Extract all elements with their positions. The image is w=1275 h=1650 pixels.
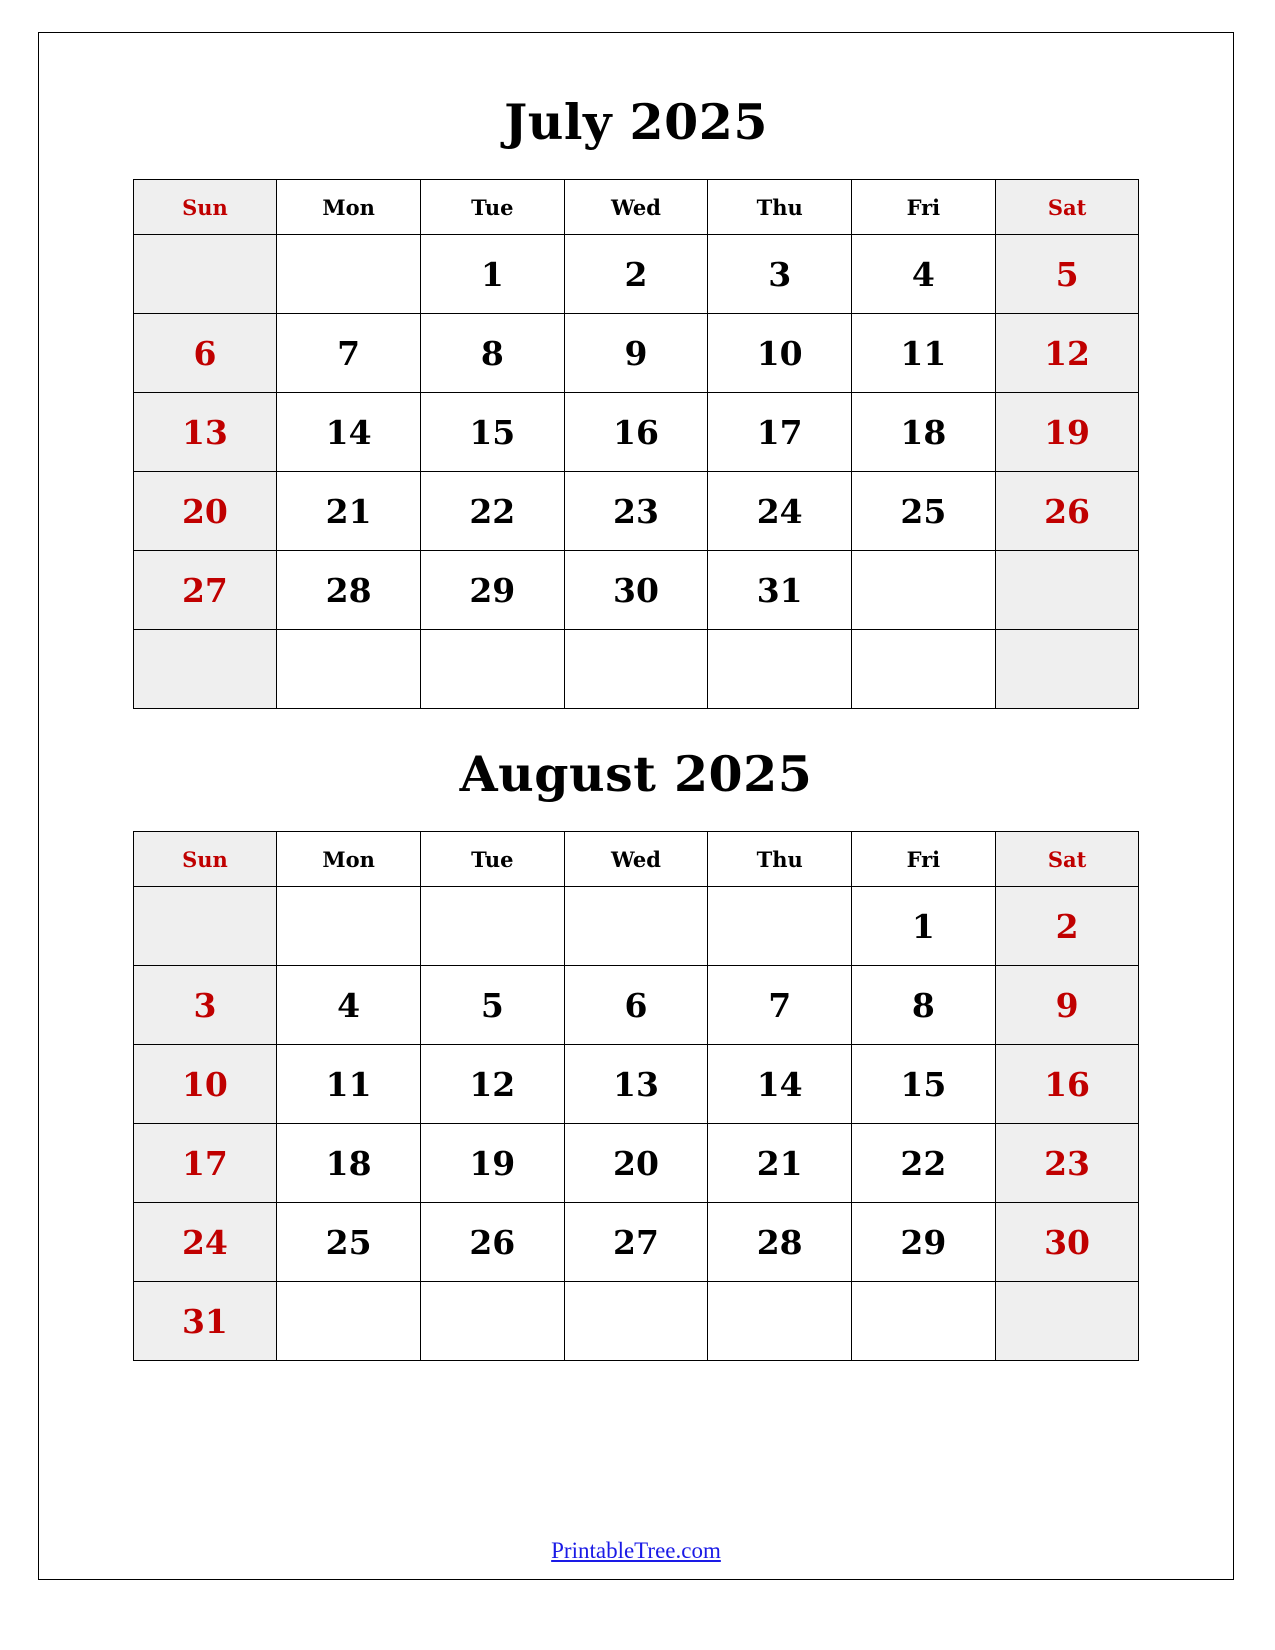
calendar-day-cell: 6 [133,314,277,393]
calendar-day-empty [133,235,277,314]
calendar-table-july [133,179,1140,709]
calendar-day-empty [852,630,996,709]
calendar-day-cell: 19 [995,393,1139,472]
weekday-header-wed: Wed [564,180,708,235]
calendar-page [38,32,1234,1580]
calendar-day-cell: 8 [420,314,564,393]
calendar-day-cell: 20 [564,1124,708,1203]
calendar-day-cell: 1 [852,887,996,966]
calendar-day-cell: 3 [133,966,277,1045]
calendar-day-cell: 30 [564,551,708,630]
calendar-day-cell: 27 [564,1203,708,1282]
calendar-day-empty [852,1282,996,1361]
calendar-day-cell: 28 [708,1203,852,1282]
calendar-day-cell: 7 [277,314,421,393]
weekday-header-sat: Sat [995,832,1139,887]
calendar-day-empty [852,551,996,630]
weekday-header-thu: Thu [708,180,852,235]
calendar-day-empty [277,887,421,966]
calendar-day-cell: 2 [995,887,1139,966]
calendar-day-cell: 2 [564,235,708,314]
page-title-august: August 2025 [459,745,813,803]
calendar-day-empty [564,630,708,709]
calendar-week-row [133,887,1139,966]
calendar-day-cell: 29 [420,551,564,630]
calendar-day-cell: 10 [708,314,852,393]
calendar-day-cell: 3 [708,235,852,314]
calendar-week-row [133,966,1139,1045]
calendar-day-cell: 13 [133,393,277,472]
calendar-day-cell: 4 [277,966,421,1045]
calendar-day-cell: 27 [133,551,277,630]
calendar-day-cell: 26 [995,472,1139,551]
weekday-header-sat: Sat [995,180,1139,235]
calendar-day-cell: 5 [995,235,1139,314]
calendar-day-empty [564,887,708,966]
calendar-week-row [133,1124,1139,1203]
calendar-day-cell: 23 [995,1124,1139,1203]
calendar-day-empty [708,887,852,966]
calendar-week-row [133,1282,1139,1361]
weekday-header-wed: Wed [564,832,708,887]
calendar-body-july [133,235,1139,709]
weekday-header-row [133,832,1139,887]
calendar-day-cell: 9 [564,314,708,393]
calendar-day-empty [277,630,421,709]
month-block-august [39,745,1233,1361]
calendar-day-cell: 11 [277,1045,421,1124]
calendar-day-cell: 25 [852,472,996,551]
calendar-day-cell: 17 [708,393,852,472]
calendar-day-cell: 22 [852,1124,996,1203]
calendar-day-cell: 21 [708,1124,852,1203]
calendar-day-empty [564,1282,708,1361]
calendar-day-cell: 24 [708,472,852,551]
weekday-header-row [133,180,1139,235]
calendar-week-row [133,472,1139,551]
calendar-day-cell: 28 [277,551,421,630]
calendar-week-row [133,235,1139,314]
calendar-week-row [133,393,1139,472]
calendar-day-cell: 8 [852,966,996,1045]
calendar-day-cell: 18 [277,1124,421,1203]
calendar-day-empty [277,1282,421,1361]
printabletree-link[interactable]: PrintableTree.com [551,1538,721,1563]
calendar-day-cell: 29 [852,1203,996,1282]
calendar-day-cell: 10 [133,1045,277,1124]
calendar-day-cell: 21 [277,472,421,551]
calendar-day-cell: 5 [420,966,564,1045]
calendar-day-empty [995,630,1139,709]
weekday-header-tue: Tue [420,832,564,887]
calendar-day-empty [708,630,852,709]
calendar-day-cell: 24 [133,1203,277,1282]
calendar-day-cell: 4 [852,235,996,314]
calendar-day-cell: 25 [277,1203,421,1282]
calendar-week-row [133,1045,1139,1124]
weekday-header-mon: Mon [277,180,421,235]
calendar-day-cell: 23 [564,472,708,551]
calendar-day-cell: 15 [420,393,564,472]
calendar-day-cell: 19 [420,1124,564,1203]
calendar-day-cell: 14 [277,393,421,472]
calendar-day-empty [708,1282,852,1361]
month-block-july [39,93,1233,709]
calendar-day-empty [420,1282,564,1361]
calendar-day-cell: 18 [852,393,996,472]
calendar-day-cell: 1 [420,235,564,314]
calendar-day-cell: 13 [564,1045,708,1124]
calendar-day-cell: 31 [708,551,852,630]
calendar-day-empty [995,551,1139,630]
calendar-day-empty [995,1282,1139,1361]
weekday-header-sun: Sun [133,180,277,235]
weekday-header-fri: Fri [852,180,996,235]
calendar-day-cell: 12 [420,1045,564,1124]
calendar-day-cell: 6 [564,966,708,1045]
calendar-day-cell: 31 [133,1282,277,1361]
calendar-day-cell: 16 [995,1045,1139,1124]
calendar-day-cell: 16 [564,393,708,472]
calendar-day-cell: 11 [852,314,996,393]
calendar-day-cell: 26 [420,1203,564,1282]
weekday-header-sun: Sun [133,832,277,887]
calendar-day-empty [420,630,564,709]
calendar-day-empty [420,887,564,966]
calendar-table-august [133,831,1140,1361]
weekday-header-mon: Mon [277,832,421,887]
calendar-day-cell: 12 [995,314,1139,393]
calendar-day-cell: 14 [708,1045,852,1124]
page-title-july: July 2025 [504,93,768,151]
calendar-day-cell: 9 [995,966,1139,1045]
calendar-day-empty [133,630,277,709]
calendar-day-empty [277,235,421,314]
calendar-day-cell: 22 [420,472,564,551]
footer [39,1538,1233,1564]
weekday-header-fri: Fri [852,832,996,887]
calendar-day-empty [133,887,277,966]
calendar-day-cell: 15 [852,1045,996,1124]
calendar-week-row [133,1203,1139,1282]
calendar-week-row [133,314,1139,393]
weekday-header-thu: Thu [708,832,852,887]
calendar-day-cell: 17 [133,1124,277,1203]
calendar-week-row [133,630,1139,709]
weekday-header-tue: Tue [420,180,564,235]
calendar-day-cell: 20 [133,472,277,551]
calendar-day-cell: 30 [995,1203,1139,1282]
calendar-day-cell: 7 [708,966,852,1045]
calendar-body-august [133,887,1139,1361]
calendar-week-row [133,551,1139,630]
